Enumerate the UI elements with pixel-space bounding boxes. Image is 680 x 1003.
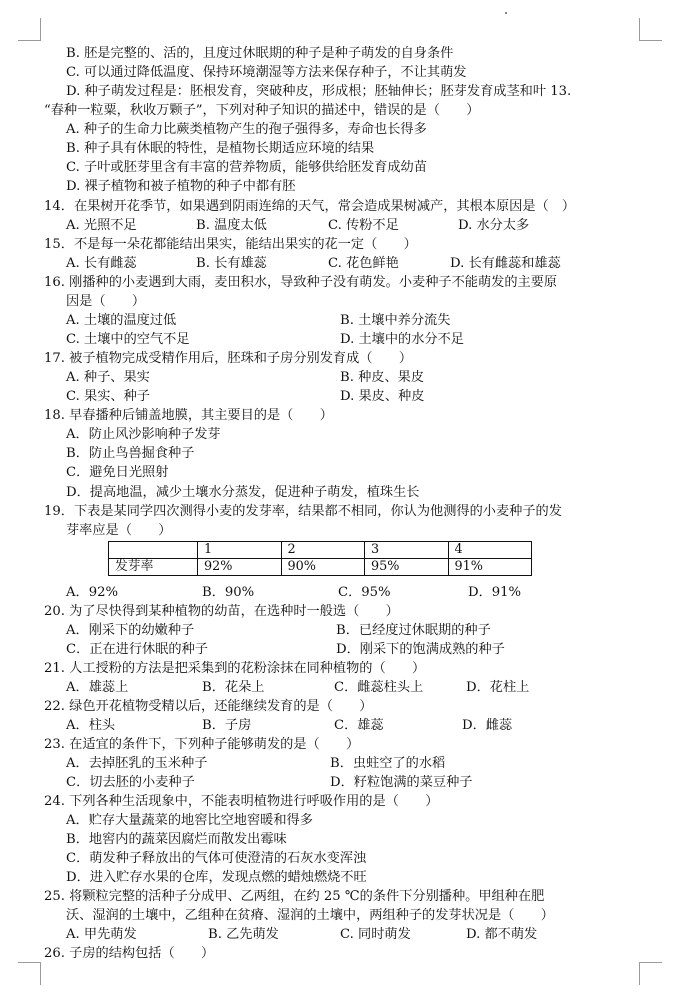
- text-line: [0, 925, 680, 944]
- answer-option: D．91%: [468, 585, 522, 600]
- line-text: 26. 子房的结构包括（ ）: [44, 946, 215, 961]
- line-text: 沃、湿润的土壤中，乙组种在贫瘠、湿润的土壤中，两组种子的发芽状况是（ ）: [66, 908, 554, 923]
- line-text: A．防止风沙影响种子发芽: [66, 427, 221, 442]
- text-line: [0, 659, 680, 678]
- text-line: [0, 640, 680, 659]
- text-line: [0, 63, 680, 82]
- text-line: [0, 139, 680, 158]
- line-text: B．防止鸟兽掘食种子: [66, 446, 195, 461]
- text-line: [0, 621, 680, 640]
- text-line: [0, 235, 680, 254]
- text-line: [0, 887, 680, 906]
- line-text: C. 子叶或胚芽里含有丰富的营养物质，能够供给胚发育成幼苗: [66, 160, 427, 175]
- text-line: [0, 120, 680, 139]
- crop-mark-bottom-right: [639, 962, 662, 985]
- text-line: [0, 502, 680, 521]
- line-text: 21. 人工授粉的方法是把采集到的花粉涂抹在同种植物的（ ）: [44, 661, 426, 676]
- answer-option: D. 都不萌发: [466, 927, 538, 942]
- text-line: [0, 44, 680, 63]
- line-text: B．地窖内的蔬菜因腐烂而散发出霉味: [66, 832, 287, 847]
- answer-option: C．雄蕊: [334, 718, 384, 733]
- answer-option: C. 传粉不足: [328, 218, 399, 233]
- text-line: [0, 406, 680, 425]
- table-cell: 95%: [365, 559, 449, 576]
- text-line: [0, 197, 680, 216]
- line-text: C．萌发种子释放出的气体可使澄清的石灰水变浑浊: [66, 851, 367, 866]
- answer-option: C．切去胚的小麦种子: [66, 775, 195, 790]
- line-text: 17. 被子植物完成受精作用后，胚珠和子房分别发育成（ ）: [44, 351, 413, 366]
- line-text: 25. 将颗粒完整的活种子分成甲、乙两组，在约 25 ℃的条件下分别播种。甲组种在肥: [44, 889, 545, 904]
- line-text: 23. 在适宜的条件下，下列种子能够萌发的是（ ）: [44, 737, 360, 752]
- answer-option: D. 长有雌蕊和雄蕊: [450, 256, 561, 271]
- answer-option: D．籽粒饱满的菜豆种子: [330, 775, 473, 790]
- answer-option: B．虫蛀空了的水稻: [330, 756, 446, 771]
- table-cell: 3: [365, 542, 449, 559]
- text-line: [0, 101, 680, 120]
- text-line: [0, 697, 680, 716]
- table-cell: [109, 542, 198, 559]
- answer-option: D．雌蕊: [462, 718, 513, 733]
- text-line: [0, 330, 680, 349]
- text-line: [0, 444, 680, 463]
- table-cell: 4: [448, 542, 532, 559]
- text-line: [0, 349, 680, 368]
- answer-option: A．刚采下的幼嫩种子: [66, 623, 195, 638]
- line-text: 14．在果树开花季节，如果遇到阴雨连绵的天气，常会造成果树减产，其根本原因是（ ）: [44, 199, 576, 214]
- table-cell: 92%: [198, 559, 282, 576]
- answer-option: B. 长有雄蕊: [196, 256, 267, 271]
- text-line: [0, 425, 680, 444]
- line-text: 15．不是每一朵花都能结出果实，能结出果实的花一定（ ）: [44, 237, 417, 252]
- text-line: [0, 177, 680, 196]
- crop-mark-top-left: [18, 18, 41, 41]
- answer-option: C. 花色鲜艳: [328, 256, 399, 271]
- line-text: “春种一粒粟，秋收万颗子”，下列对种子知识的描述中，错误的是（ ）: [44, 103, 480, 118]
- answer-option: D. 土壤中的水分不足: [340, 332, 464, 347]
- answer-option: A. 长有雌蕊: [66, 256, 137, 271]
- answer-option: A. 种子、果实: [66, 370, 150, 385]
- line-text: D. 裸子植物和被子植物的种子中都有胚: [66, 179, 296, 194]
- answer-option: B. 温度太低: [196, 218, 267, 233]
- table-cell: 1: [198, 542, 282, 559]
- line-text: D．提高地温，减少土壤水分蒸发，促进种子萌发，植珠生长: [66, 485, 420, 500]
- text-line: [0, 868, 680, 887]
- line-text: A. 种子的生命力比蕨类植物产生的孢子强得多，寿命也长得多: [66, 122, 427, 137]
- text-line: [0, 773, 680, 792]
- answer-option: B．已经度过休眠期的种子: [336, 623, 491, 638]
- table-cell: 发芽率: [109, 559, 198, 576]
- text-line: [0, 216, 680, 235]
- text-line: [0, 311, 680, 330]
- line-text: A．贮存大量蔬菜的地窖比空地窖暖和得多: [66, 813, 313, 828]
- answer-option: B．90%: [202, 585, 255, 600]
- text-line: [0, 944, 680, 963]
- answer-option: A．柱头: [66, 718, 116, 733]
- line-text: 16. 刚播种的小麦遇到大雨，麦田积水，导致种子没有萌发。小麦种子不能萌发的主要原: [44, 275, 558, 290]
- line-text: B. 胚是完整的、活的，且度过休眠期的种子是种子萌发的自身条件: [66, 46, 454, 61]
- table-header-row: [109, 542, 532, 559]
- speck: [505, 12, 507, 14]
- answer-option: D．刚采下的饱满成熟的种子: [336, 642, 505, 657]
- table-cell: 91%: [448, 559, 532, 576]
- answer-option: C．正在进行休眠的种子: [66, 642, 208, 657]
- text-line: [0, 521, 680, 540]
- text-line: [0, 583, 680, 602]
- line-text: 19．下表是某同学四次测得小麦的发芽率，结果都不相同，你认为他测得的小麦种子的发: [44, 504, 562, 519]
- text-line: [0, 82, 680, 101]
- answer-option: B．花朵上: [202, 680, 265, 695]
- line-text: 18. 早春播种后铺盖地膜，其主要目的是（ ）: [44, 408, 333, 423]
- germination-rate-table: [108, 541, 532, 576]
- text-line: [0, 678, 680, 697]
- line-text: 因是（ ）: [66, 294, 146, 309]
- text-line: [0, 849, 680, 868]
- answer-option: C．95%: [338, 585, 391, 600]
- answer-option: A. 光照不足: [66, 218, 137, 233]
- text-line: [0, 602, 680, 621]
- table-cell: 2: [281, 542, 365, 559]
- answer-option: A. 土壤的温度过低: [66, 313, 177, 328]
- answer-option: C. 同时萌发: [340, 927, 411, 942]
- text-line: [0, 716, 680, 735]
- text-line: [0, 254, 680, 273]
- text-line: [0, 792, 680, 811]
- text-line: [0, 463, 680, 482]
- line-text: 24. 下列各种生活现象中，不能表明植物进行呼吸作用的是（ ）: [44, 794, 439, 809]
- text-line: [0, 273, 680, 292]
- text-line: [0, 368, 680, 387]
- answer-option: C. 果实、种子: [66, 389, 150, 404]
- line-text: 22. 绿色开花植物受精以后，还能继续发育的是（ ）: [44, 699, 373, 714]
- text-line: [0, 830, 680, 849]
- answer-option: C．雌蕊柱头上: [334, 680, 424, 695]
- text-line: [0, 811, 680, 830]
- line-text: 芽率应是（ ）: [66, 523, 172, 538]
- text-line: [0, 735, 680, 754]
- text-line: [0, 158, 680, 177]
- line-text: 20. 为了尽快得到某种植物的幼苗，在选种时一般选（ ）: [44, 604, 399, 619]
- line-text: D．进入贮存水果的仓库，发现点燃的蜡烛燃烧不旺: [66, 870, 367, 885]
- answer-option: A．92%: [66, 585, 119, 600]
- answer-option: B．子房: [202, 718, 252, 733]
- answer-option: B. 乙先萌发: [208, 927, 279, 942]
- text-line: [0, 906, 680, 925]
- text-line: [0, 387, 680, 406]
- text-line: [0, 754, 680, 773]
- text-line: [0, 292, 680, 311]
- line-text: C．避免日光照射: [66, 465, 169, 480]
- answer-option: D. 果皮、种皮: [340, 389, 425, 404]
- answer-option: B. 土壤中养分流失: [340, 313, 451, 328]
- table-row: [109, 559, 532, 576]
- crop-mark-top-right: [639, 18, 662, 41]
- answer-option: C. 土壤中的空气不足: [66, 332, 190, 347]
- crop-mark-bottom-left: [18, 962, 41, 985]
- text-line: [0, 483, 680, 502]
- answer-option: A．雄蕊上: [66, 680, 129, 695]
- answer-option: B. 种皮、果皮: [340, 370, 425, 385]
- answer-option: A. 甲先萌发: [66, 927, 137, 942]
- line-text: C. 可以通过降低温度、保持环境潮湿等方法来保存种子，不让其萌发: [66, 65, 467, 80]
- answer-option: D．花柱上: [466, 680, 530, 695]
- line-text: D. 种子萌发过程是：胚根发育，突破种皮，形成根；胚轴伸长；胚芽发育成茎和叶 13.: [66, 84, 572, 99]
- table-cell: 90%: [281, 559, 365, 576]
- answer-option: A．去掉胚乳的玉米种子: [66, 756, 208, 771]
- line-text: B. 种子具有休眠的特性，是植物长期适应环境的结果: [66, 141, 375, 156]
- answer-option: D. 水分太多: [458, 218, 530, 233]
